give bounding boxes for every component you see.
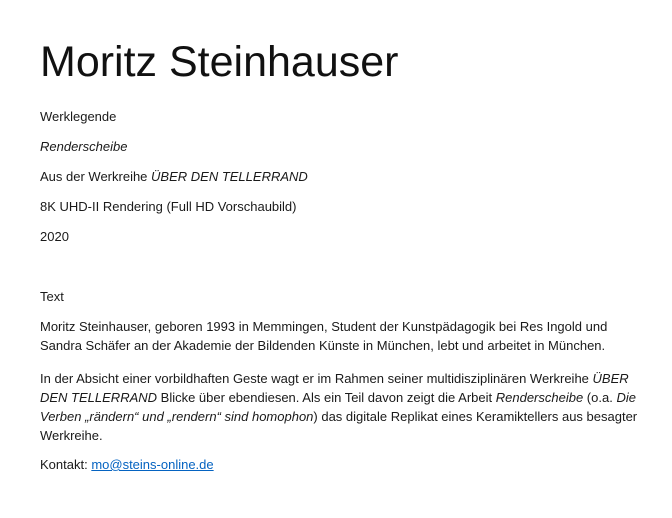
description-series-name: ÜBER DEN TELLERRAND bbox=[40, 371, 629, 405]
medium-line: 8K UHD-II Rendering (Full HD Vorschaubild) bbox=[40, 199, 297, 214]
text-heading: Text bbox=[40, 289, 64, 304]
caption-label: Werklegende bbox=[40, 109, 117, 124]
series-name: ÜBER DEN TELLERRAND bbox=[151, 169, 308, 184]
contact-email-link[interactable]: mo@steins-online.de bbox=[91, 457, 214, 472]
description-note: Die Verben „rändern“ und „rendern“ sind homophon bbox=[40, 390, 636, 424]
description-part-1: In der Absicht einer vorbildhaften Geste wagt er im Rahmen seiner multidisziplinären Werkreihe bbox=[40, 371, 593, 386]
description-work-title: Renderscheibe bbox=[495, 390, 584, 405]
description-part-3: (o.a. bbox=[583, 390, 617, 405]
year-line: 2020 bbox=[40, 229, 69, 244]
contact-label: Kontakt: bbox=[40, 457, 92, 472]
description-paragraph bbox=[40, 369, 638, 445]
work-title bbox=[40, 137, 127, 156]
page-title: Moritz Steinhauser bbox=[40, 38, 399, 86]
series-line bbox=[40, 167, 308, 186]
description-part-4: ) das digitale Replikat eines Keramiktellers aus besagter Werkreihe. bbox=[40, 409, 638, 443]
contact-line bbox=[40, 455, 214, 474]
work-title-text: Renderscheibe bbox=[40, 139, 128, 154]
description-part-2: Blicke über ebendiesen. Als ein Teil davon zeigt die Arbeit bbox=[157, 390, 496, 405]
series-prefix: Aus der Werkreihe bbox=[40, 169, 152, 184]
bio-paragraph: Moritz Steinhauser, geboren 1993 in Memmingen, Student der Kunstpädagogik bei Res Ingold und Sandra Schäfer an der Akademie der Bildenden Künste in München, lebt und arbeitet in München. bbox=[40, 319, 608, 353]
